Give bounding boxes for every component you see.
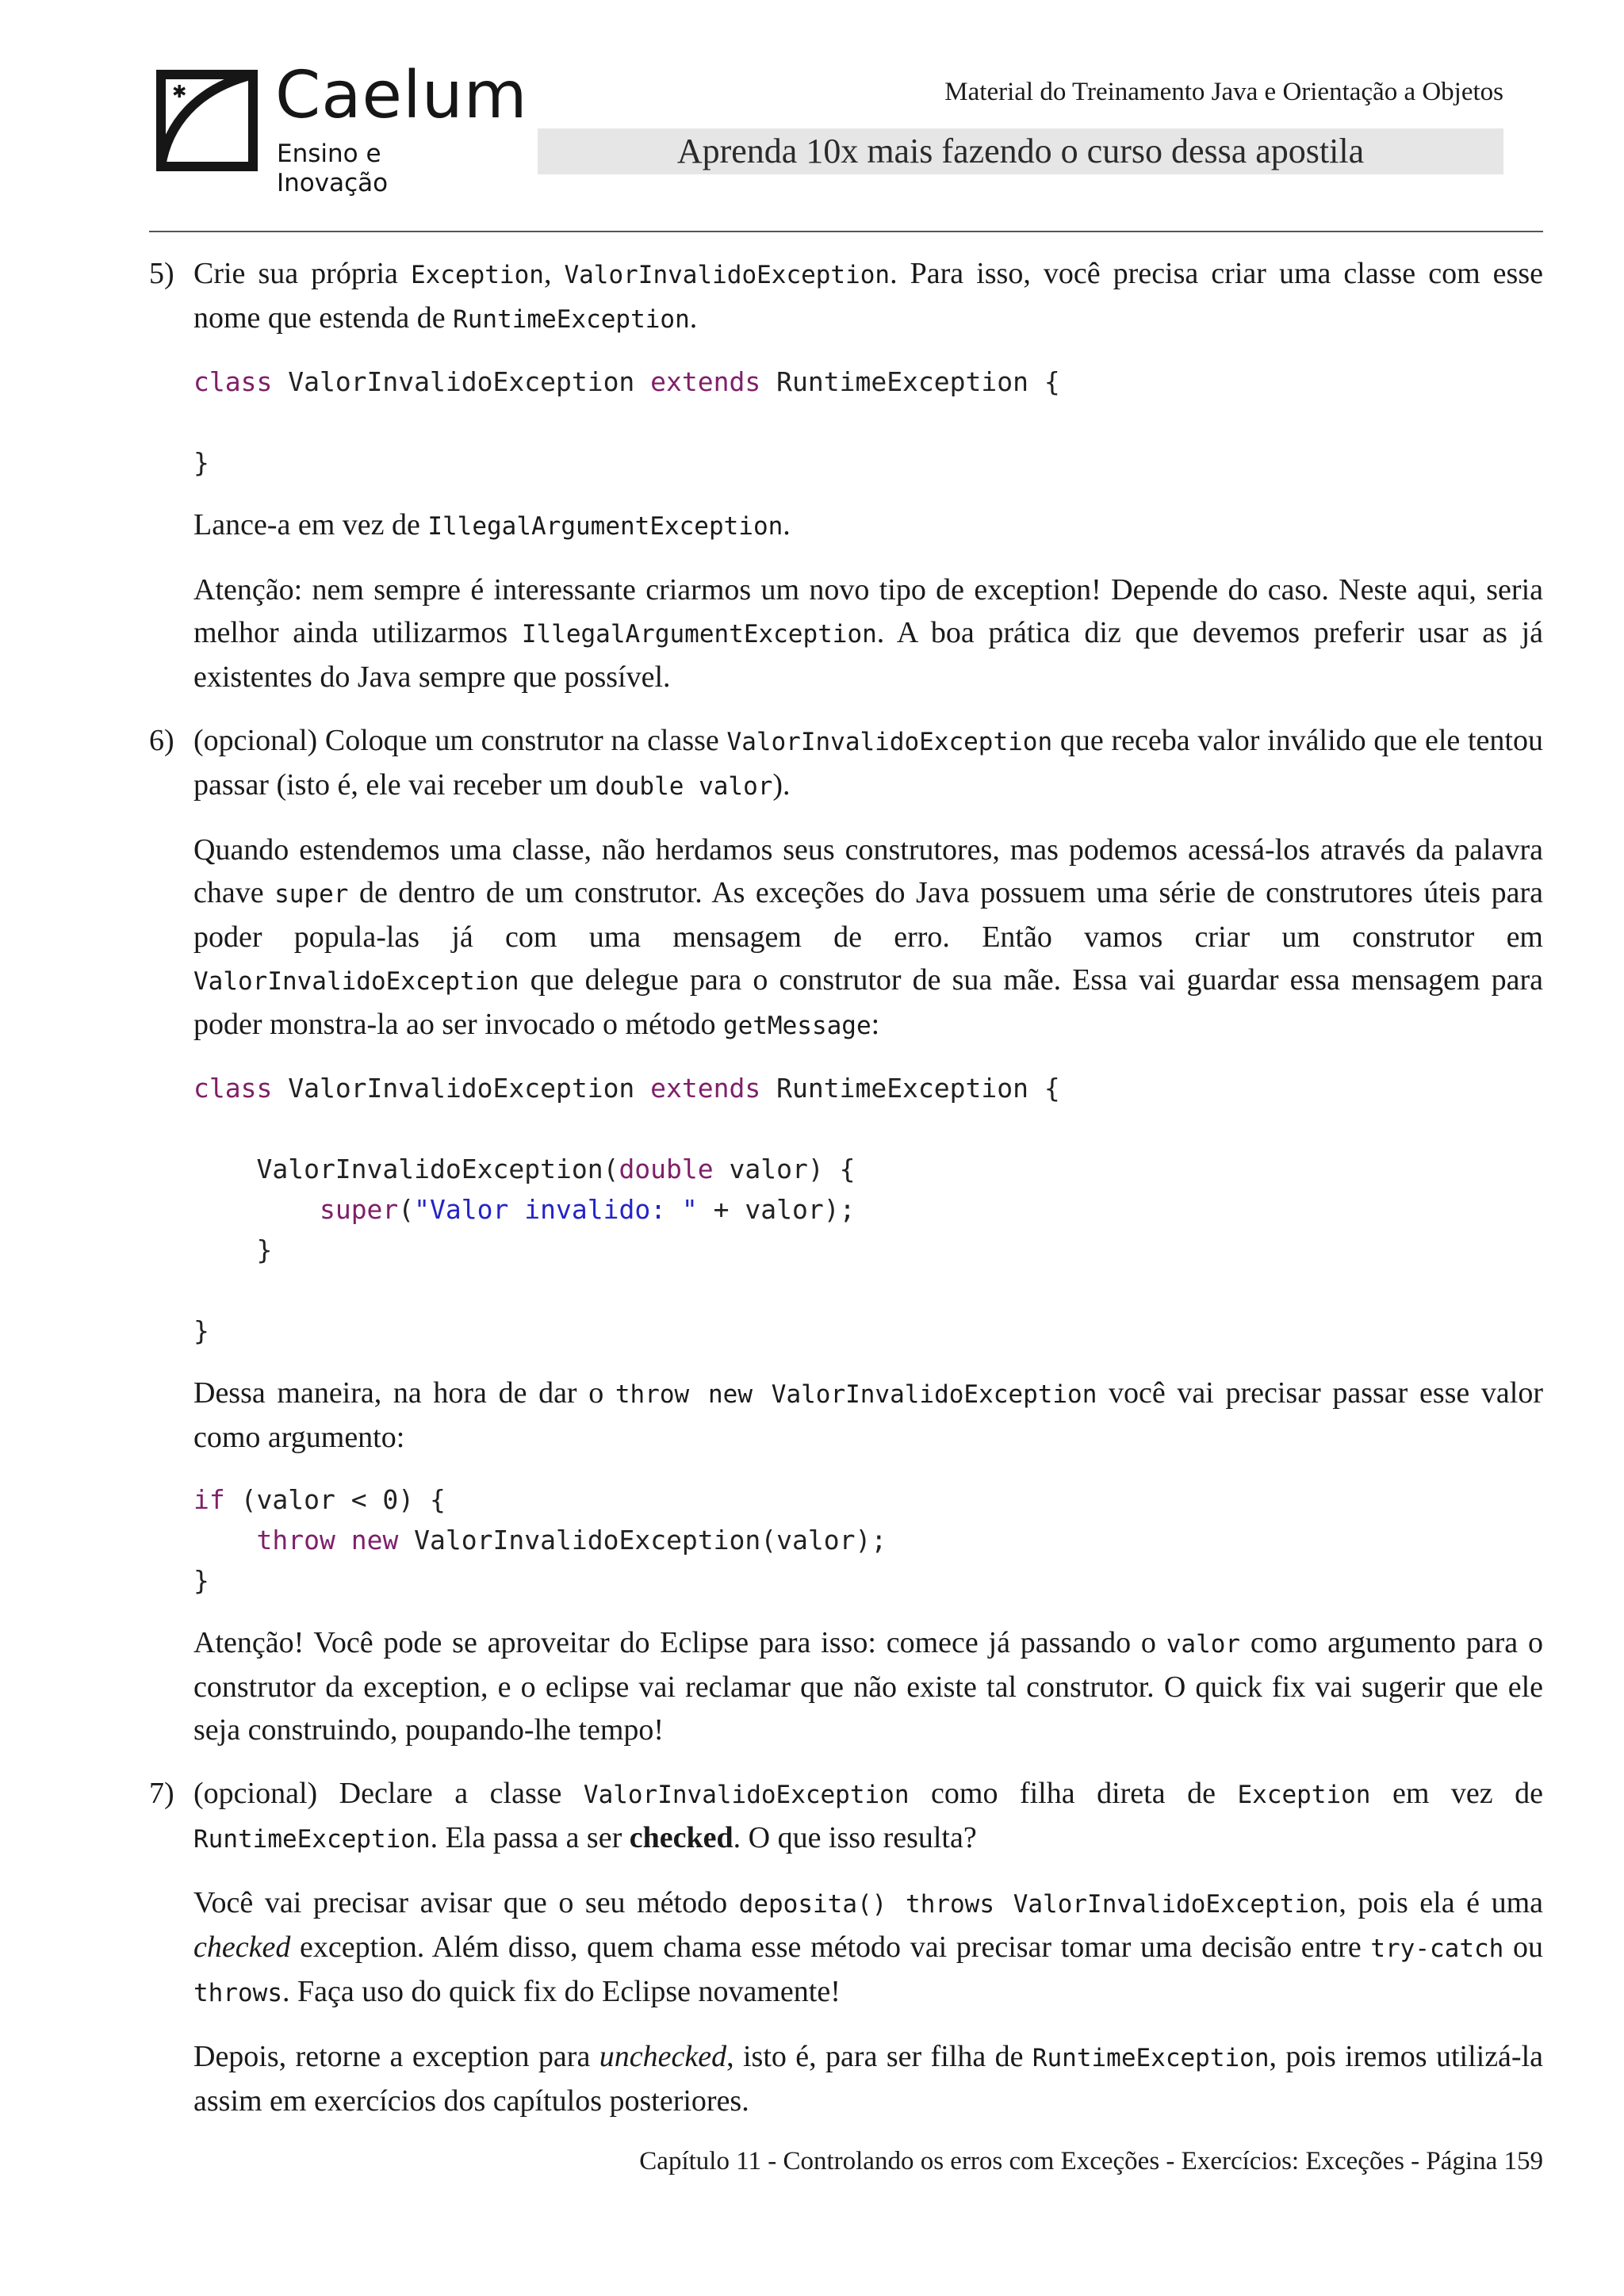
page-footer: Capítulo 11 - Controlando os erros com Exceções - Exercícios: Exceções - Página 159 [639,2147,1543,2175]
paragraph: Crie sua própria Exception, ValorInvalidoException. Para isso, você precisa criar uma classe com esse nome que estenda de RuntimeException. [193,257,1543,335]
item-number: 6) [149,724,174,757]
paragraph: Você vai precisar avisar que o seu método deposita() throws ValorInvalidoException, pois ela é uma checked exception. Além disso, quem chama esse método vai precisar tomar uma decisão entre try-catch ou throws. Faça uso do quick fix do Eclipse novamente! [193,1886,1544,2008]
exercise-item-5 [149,252,1543,698]
page-header [0,0,1624,238]
exercise-item-6 [149,719,1543,1751]
code-block: if (valor < 0) { throw new ValorInvalidoException(valor); } [193,1484,887,1596]
page-content [149,252,1543,2143]
paragraph: (opcional) Coloque um construtor na classe ValorInvalidoException que receba valor inválido que ele tentou passar (isto é, ele vai receber um double valor). [193,724,1543,802]
paragraph: Depois, retorne a exception para unchecked, isto é, para ser filha de RuntimeException, pois iremos utilizá-la assim em exercícios dos capítulos posteriores. [193,2040,1543,2118]
paragraph: Dessa maneira, na hora de dar o throw new ValorInvalidoException você vai precisar passar esse valor como argumento: [193,1376,1543,1454]
item-number: 7) [149,1777,174,1810]
code-block: class ValorInvalidoException extends RuntimeException { } [193,366,1060,478]
paragraph: Quando estendemos uma classe, não herdamos seus construtores, mas podemos acessá-los através da palavra chave super de dentro de um construtor. As exceções do Java possuem uma série de construtores úteis para poder popula-las já com uma mensagem de erro. Então vamos criar um construtor em ValorInvalidoException que delegue para o construtor de sua mãe. Essa vai guardar essa mensagem para poder monstra-la ao ser invocado o método getMessage: [193,833,1543,1041]
paragraph: Atenção: nem sempre é interessante criarmos um novo tipo de exception! Depende do caso. Neste aqui, seria melhor ainda utilizarmos IllegalArgumentException. A boa prática diz que devemos preferir usar as já existentes do Java sempre que possível. [193,573,1543,694]
paragraph: Lance-a em vez de IllegalArgumentException. [193,508,791,541]
paragraph: (opcional) Declare a classe ValorInvalidoException como filha direta de Exception em vez de RuntimeException. Ela passa a ser checked. O que isso resulta? [193,1777,1544,1854]
promo-banner: Aprenda 10x mais fazendo o curso dessa apostila [538,128,1503,174]
header-divider [149,231,1543,232]
logo-name: Caelum [275,58,528,133]
exercise-item-7 [149,1772,1543,2122]
logo-tagline: Ensino e Inovação [277,140,389,198]
paragraph: Atenção! Você pode se aproveitar do Eclipse para isso: comece já passando o valor como argumento para o construtor da exception, e o eclipse vai reclamar que não existe tal construtor. O quick fix vai sugerir que ele seja construindo, poupando-lhe tempo! [193,1626,1543,1747]
logo-mark-icon: ✱ [156,70,258,171]
code-block: class ValorInvalidoException extends RuntimeException { ValorInvalidoException(double valor) { super("Valor invalido: " + valor); } } [193,1073,1060,1346]
caelum-logo [156,58,528,198]
item-number: 5) [149,257,174,290]
material-title: Material do Treinamento Java e Orientação a Objetos [944,78,1503,106]
